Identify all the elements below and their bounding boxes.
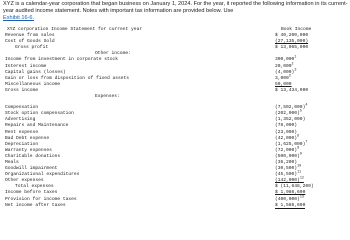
- provision-label: Provision for income taxes: [5, 196, 77, 202]
- cogs-label: Cost of Goods Sold: [5, 39, 55, 45]
- expense-row-label: Charitable donations: [5, 153, 61, 159]
- expenses-header-row: [5, 94, 345, 100]
- other-income-row-label: Capital gains (losses): [5, 69, 66, 75]
- other-income-row-amount: 50,000: [275, 81, 292, 87]
- other-income-header: Other income:: [95, 51, 131, 57]
- other-income-row-note: 1: [294, 55, 297, 60]
- total-expenses-label: Total expenses: [15, 184, 54, 190]
- expense-row-label: Rent expense: [5, 129, 39, 135]
- expense-row-note: 9: [299, 152, 302, 157]
- net-income-label: Net income after taxes: [5, 202, 66, 208]
- other-income-row-note: 2: [291, 62, 294, 67]
- other-income-row-amount: (4,000): [275, 69, 295, 75]
- other-income-row-label: Income from investment in corporate stock: [5, 57, 119, 63]
- intro-paragraph: [3, 1, 349, 23]
- net-income-value: $ 1,586,600: [275, 202, 306, 208]
- expense-row-amount: (7,502,000): [275, 105, 306, 111]
- expenses-list: [5, 105, 345, 184]
- gross-income-label: Gross income: [5, 87, 39, 93]
- revenue-value: $ 40,200,000: [275, 33, 309, 39]
- expense-row-label: Organizational expenditures: [5, 172, 80, 178]
- other-income-row-amount: 20,000: [275, 63, 292, 69]
- expense-row-note: 5: [299, 109, 302, 114]
- expense-row-label: Depreciation: [5, 141, 39, 147]
- expense-row-amount: (45,500): [275, 172, 298, 178]
- expense-row-amount: (1,625,000): [275, 141, 306, 147]
- expense-row-amount: (202,000): [275, 111, 300, 117]
- expense-row-amount: (42,000): [275, 135, 298, 141]
- intro-text: XYZ is a calendar-year corporation that began business on January 1, 2024. For the year, it reported the following information in its current-year audited income statement. Notes with important tax information are provided below. Use: [3, 1, 348, 15]
- expense-row-note: 8: [297, 146, 300, 151]
- gross-profit-label: Gross profit: [15, 45, 49, 51]
- expenses-header: Expenses:: [95, 94, 120, 100]
- income-before-taxes-label: Income before taxes: [5, 190, 58, 196]
- provision-amount: (400,000): [275, 196, 300, 202]
- expense-row-note: 12: [299, 176, 304, 181]
- expense-row-amount: (72,000): [275, 147, 298, 153]
- expense-row-amount: (500,000): [275, 153, 300, 159]
- expense-row-label: Stock option compensation: [5, 111, 74, 117]
- gross-income-value: $ 13,434,000: [275, 87, 309, 93]
- expense-row-label: Meals: [5, 159, 19, 165]
- book-income-header: Book Income: [281, 27, 312, 32]
- expense-row-amount: (30,500): [275, 166, 298, 172]
- net-income-row: [5, 203, 345, 209]
- cogs-value: (27,135,000): [275, 39, 309, 45]
- other-income-list: [5, 57, 345, 87]
- other-income-row-amount: 300,000: [275, 57, 295, 63]
- expense-row-note: 10: [297, 164, 302, 169]
- other-income-row-note: 3: [294, 68, 297, 73]
- expense-row-label: Compensation: [5, 105, 39, 111]
- expense-row-amount: (1,352,000): [275, 117, 306, 123]
- income-before-taxes-value: $ 1,986,600: [275, 190, 306, 196]
- total-expenses-value: $ (11,648,200): [275, 184, 314, 190]
- expense-row-label: Advertising: [5, 117, 36, 123]
- income-statement: [5, 27, 345, 209]
- expense-row-label: Warranty expenses: [5, 147, 52, 153]
- other-income-row-amount: 3,000: [275, 75, 289, 81]
- provision-note: 13: [299, 195, 304, 199]
- expense-row-amount: (142,000): [275, 178, 300, 184]
- revenue-label: Revenue from sales: [5, 33, 55, 39]
- expense-row-amount: (76,000): [275, 123, 298, 129]
- expense-row-label: Repairs and Maintenance: [5, 123, 69, 129]
- expense-row-label: Goodwill impairment: [5, 166, 58, 172]
- expense-row-label: Bad Debt expense: [5, 135, 50, 141]
- expense-row-note: 6: [297, 134, 300, 139]
- exhibit-link[interactable]: Exhibit 16-6.: [3, 15, 35, 22]
- other-income-row-note: 3: [288, 74, 291, 79]
- gross-profit-value: $ 13,065,000: [275, 45, 309, 51]
- expense-row-amount: (36,200): [275, 159, 298, 165]
- expense-row-note: 4: [305, 103, 308, 108]
- expense-row-label: Other expenses: [5, 178, 44, 184]
- other-income-row-label: Gain or loss from disposition of fixed assets: [5, 75, 130, 81]
- other-income-row-label: Miscellaneous income: [5, 81, 61, 87]
- expense-row-amount: (23,000): [275, 129, 298, 135]
- statement-title: XYZ corporation Income Statement for current year: [7, 27, 143, 32]
- expense-row-note: 7: [305, 140, 308, 145]
- other-income-row-label: Interest income: [5, 63, 47, 69]
- expense-row-note: 11: [297, 170, 302, 175]
